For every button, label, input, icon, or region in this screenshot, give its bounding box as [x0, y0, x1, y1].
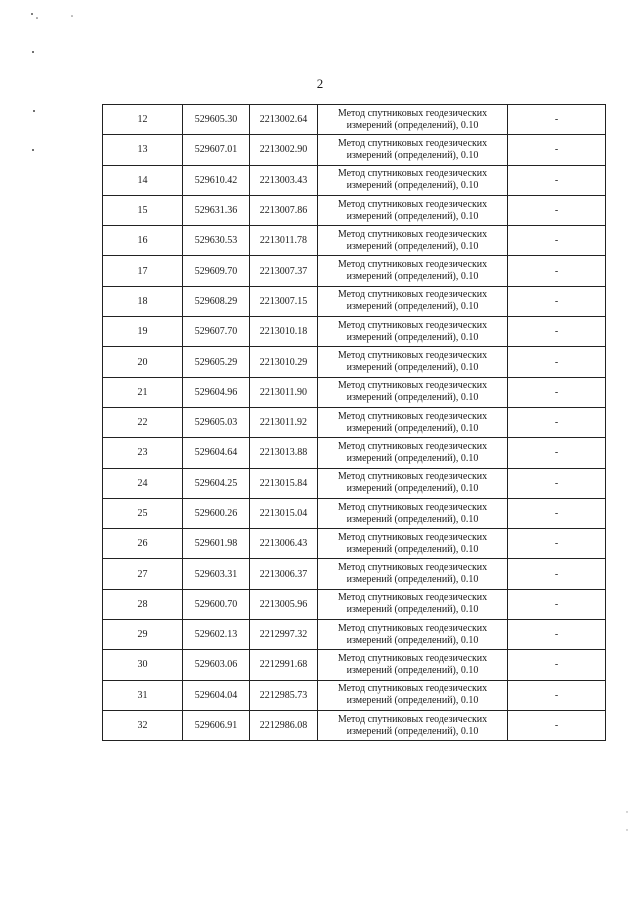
- note-cell: -: [508, 286, 606, 316]
- table-row: [103, 226, 606, 256]
- table-row: [103, 286, 606, 316]
- x-coordinate-cell: 529600.26: [183, 498, 250, 528]
- note-cell: -: [508, 226, 606, 256]
- method-accuracy-cell: Метод спутниковых геодезических измерений (определений), 0.10: [318, 559, 508, 589]
- method-accuracy-cell: Метод спутниковых геодезических измерений (определений), 0.10: [318, 498, 508, 528]
- note-cell: -: [508, 165, 606, 195]
- note-cell: -: [508, 529, 606, 559]
- note-cell: -: [508, 377, 606, 407]
- point-number-cell: 12: [103, 105, 183, 135]
- x-coordinate-cell: 529610.42: [183, 165, 250, 195]
- page-number: 2: [316, 76, 324, 91]
- note-cell: -: [508, 407, 606, 437]
- y-coordinate-cell: 2213011.78: [250, 226, 318, 256]
- point-number-cell: 19: [103, 317, 183, 347]
- table-row: [103, 559, 606, 589]
- y-coordinate-cell: 2213007.37: [250, 256, 318, 286]
- point-number-cell: 16: [103, 226, 183, 256]
- note-cell: -: [508, 195, 606, 225]
- table-row: [103, 710, 606, 740]
- note-cell: -: [508, 710, 606, 740]
- y-coordinate-cell: 2213002.90: [250, 135, 318, 165]
- x-coordinate-cell: 529609.70: [183, 256, 250, 286]
- note-cell: -: [508, 438, 606, 468]
- x-coordinate-cell: 529605.30: [183, 105, 250, 135]
- method-accuracy-cell: Метод спутниковых геодезических измерений (определений), 0.10: [318, 347, 508, 377]
- note-cell: -: [508, 589, 606, 619]
- y-coordinate-cell: 2213006.43: [250, 529, 318, 559]
- table-row: [103, 256, 606, 286]
- x-coordinate-cell: 529602.13: [183, 620, 250, 650]
- point-number-cell: 29: [103, 620, 183, 650]
- note-cell: -: [508, 135, 606, 165]
- method-accuracy-cell: Метод спутниковых геодезических измерений (определений), 0.10: [318, 620, 508, 650]
- method-accuracy-cell: Метод спутниковых геодезических измерений (определений), 0.10: [318, 165, 508, 195]
- method-accuracy-cell: Метод спутниковых геодезических измерений (определений), 0.10: [318, 195, 508, 225]
- note-cell: -: [508, 105, 606, 135]
- table-row: [103, 498, 606, 528]
- table-row: [103, 407, 606, 437]
- method-accuracy-cell: Метод спутниковых геодезических измерений (определений), 0.10: [318, 468, 508, 498]
- table-row: [103, 620, 606, 650]
- point-number-cell: 13: [103, 135, 183, 165]
- x-coordinate-cell: 529600.70: [183, 589, 250, 619]
- y-coordinate-cell: 2213013.88: [250, 438, 318, 468]
- table-row: [103, 105, 606, 135]
- point-number-cell: 22: [103, 407, 183, 437]
- point-number-cell: 18: [103, 286, 183, 316]
- note-cell: -: [508, 347, 606, 377]
- x-coordinate-cell: 529604.25: [183, 468, 250, 498]
- table-row: [103, 377, 606, 407]
- method-accuracy-cell: Метод спутниковых геодезических измерений (определений), 0.10: [318, 438, 508, 468]
- point-number-cell: 26: [103, 529, 183, 559]
- point-number-cell: 27: [103, 559, 183, 589]
- x-coordinate-cell: 529601.98: [183, 529, 250, 559]
- coordinates-table-body: [103, 105, 606, 741]
- x-coordinate-cell: 529630.53: [183, 226, 250, 256]
- method-accuracy-cell: Метод спутниковых геодезических измерений (определений), 0.10: [318, 710, 508, 740]
- point-number-cell: 17: [103, 256, 183, 286]
- y-coordinate-cell: 2213015.04: [250, 498, 318, 528]
- note-cell: -: [508, 620, 606, 650]
- table-row: [103, 529, 606, 559]
- y-coordinate-cell: 2213011.90: [250, 377, 318, 407]
- x-coordinate-cell: 529608.29: [183, 286, 250, 316]
- x-coordinate-cell: 529604.96: [183, 377, 250, 407]
- y-coordinate-cell: 2213015.84: [250, 468, 318, 498]
- table-row: [103, 195, 606, 225]
- table-row: [103, 680, 606, 710]
- note-cell: -: [508, 650, 606, 680]
- y-coordinate-cell: 2213011.92: [250, 407, 318, 437]
- point-number-cell: 32: [103, 710, 183, 740]
- x-coordinate-cell: 529603.06: [183, 650, 250, 680]
- x-coordinate-cell: 529604.64: [183, 438, 250, 468]
- point-number-cell: 20: [103, 347, 183, 377]
- y-coordinate-cell: 2213010.29: [250, 347, 318, 377]
- method-accuracy-cell: Метод спутниковых геодезических измерений (определений), 0.10: [318, 680, 508, 710]
- x-coordinate-cell: 529607.70: [183, 317, 250, 347]
- table-row: [103, 165, 606, 195]
- table-row: [103, 438, 606, 468]
- note-cell: -: [508, 468, 606, 498]
- note-cell: -: [508, 317, 606, 347]
- y-coordinate-cell: 2213003.43: [250, 165, 318, 195]
- x-coordinate-cell: 529604.04: [183, 680, 250, 710]
- y-coordinate-cell: 2212985.73: [250, 680, 318, 710]
- method-accuracy-cell: Метод спутниковых геодезических измерений (определений), 0.10: [318, 589, 508, 619]
- table-row: [103, 650, 606, 680]
- table-row: [103, 589, 606, 619]
- method-accuracy-cell: Метод спутниковых геодезических измерений (определений), 0.10: [318, 407, 508, 437]
- x-coordinate-cell: 529605.03: [183, 407, 250, 437]
- y-coordinate-cell: 2212991.68: [250, 650, 318, 680]
- point-number-cell: 24: [103, 468, 183, 498]
- note-cell: -: [508, 498, 606, 528]
- x-coordinate-cell: 529607.01: [183, 135, 250, 165]
- point-number-cell: 31: [103, 680, 183, 710]
- note-cell: -: [508, 559, 606, 589]
- point-number-cell: 23: [103, 438, 183, 468]
- x-coordinate-cell: 529605.29: [183, 347, 250, 377]
- point-number-cell: 14: [103, 165, 183, 195]
- method-accuracy-cell: Метод спутниковых геодезических измерений (определений), 0.10: [318, 317, 508, 347]
- point-number-cell: 28: [103, 589, 183, 619]
- y-coordinate-cell: 2213006.37: [250, 559, 318, 589]
- method-accuracy-cell: Метод спутниковых геодезических измерений (определений), 0.10: [318, 256, 508, 286]
- table-row: [103, 468, 606, 498]
- point-number-cell: 15: [103, 195, 183, 225]
- y-coordinate-cell: 2213007.86: [250, 195, 318, 225]
- coordinates-table: [102, 104, 606, 741]
- method-accuracy-cell: Метод спутниковых геодезических измерений (определений), 0.10: [318, 105, 508, 135]
- x-coordinate-cell: 529606.91: [183, 710, 250, 740]
- y-coordinate-cell: 2213005.96: [250, 589, 318, 619]
- y-coordinate-cell: 2212997.32: [250, 620, 318, 650]
- y-coordinate-cell: 2213002.64: [250, 105, 318, 135]
- method-accuracy-cell: Метод спутниковых геодезических измерений (определений), 0.10: [318, 377, 508, 407]
- method-accuracy-cell: Метод спутниковых геодезических измерений (определений), 0.10: [318, 529, 508, 559]
- method-accuracy-cell: Метод спутниковых геодезических измерений (определений), 0.10: [318, 650, 508, 680]
- y-coordinate-cell: 2213007.15: [250, 286, 318, 316]
- x-coordinate-cell: 529603.31: [183, 559, 250, 589]
- note-cell: -: [508, 680, 606, 710]
- point-number-cell: 30: [103, 650, 183, 680]
- y-coordinate-cell: 2212986.08: [250, 710, 318, 740]
- method-accuracy-cell: Метод спутниковых геодезических измерений (определений), 0.10: [318, 286, 508, 316]
- point-number-cell: 21: [103, 377, 183, 407]
- table-row: [103, 317, 606, 347]
- y-coordinate-cell: 2213010.18: [250, 317, 318, 347]
- point-number-cell: 25: [103, 498, 183, 528]
- note-cell: -: [508, 256, 606, 286]
- table-row: [103, 347, 606, 377]
- x-coordinate-cell: 529631.36: [183, 195, 250, 225]
- method-accuracy-cell: Метод спутниковых геодезических измерений (определений), 0.10: [318, 226, 508, 256]
- method-accuracy-cell: Метод спутниковых геодезических измерений (определений), 0.10: [318, 135, 508, 165]
- table-row: [103, 135, 606, 165]
